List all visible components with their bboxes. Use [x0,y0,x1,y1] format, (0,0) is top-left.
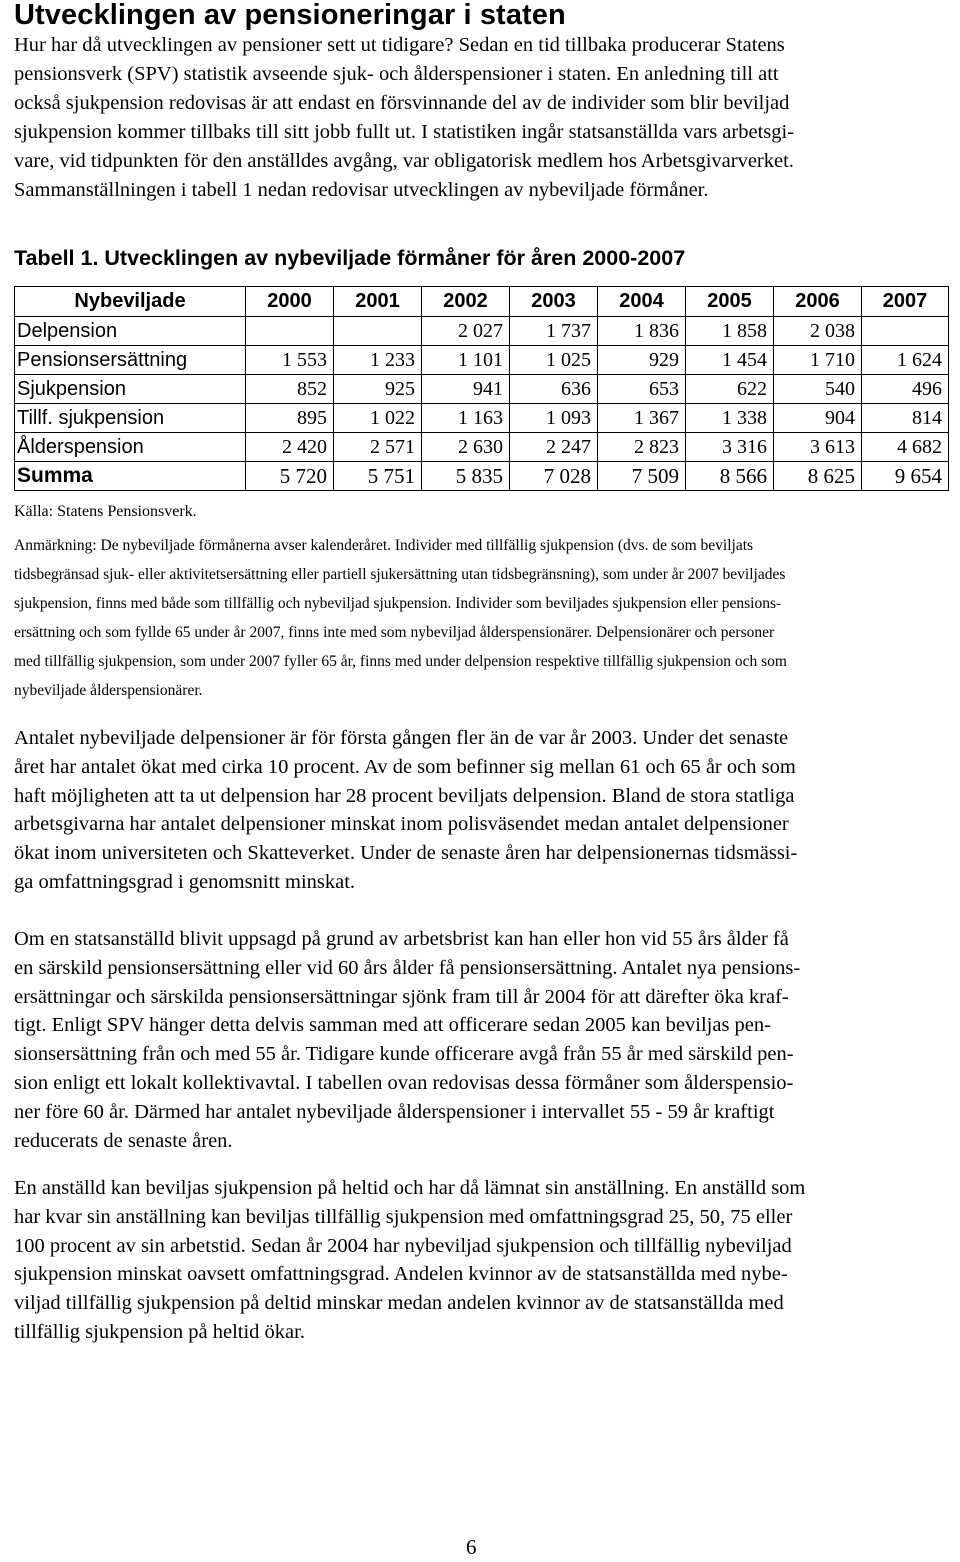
table-cell [334,317,422,346]
paragraph-delpension [14,724,797,897]
table-cell: 1 338 [686,404,774,433]
table-cell: 5 835 [422,462,510,491]
paragraph-line: ökat inom universiteten och Skatteverket. Under de senaste åren har delpensionernas tidsmässi- [14,842,798,865]
table-cell: 1 025 [510,346,598,375]
paragraph-line: sion enligt ett lokalt kollektivavtal. I tabellen ovan redovisas dessa förmåner som ålderspensio- [14,1071,794,1094]
table-cell: 1 367 [598,404,686,433]
table-cell: 1 233 [334,346,422,375]
table-cell: 540 [774,375,862,404]
row-label: Pensionsersättning [15,346,246,375]
header-cell: 2003 [510,287,598,317]
row-label: Summa [15,462,246,491]
page-number: 6 [466,1535,477,1559]
table-total-row [15,462,949,491]
table-header-row [15,287,949,317]
paragraph-line: haft möjligheten att ta ut delpension har 28 procent beviljats delpension. Bland de stora statliga [14,784,795,807]
table-cell: 1 101 [422,346,510,375]
table-cell: 1 710 [774,346,862,375]
table-cell: 941 [422,375,510,404]
table-row [15,346,949,375]
table-cell: 4 682 [862,433,949,462]
table-cell: 653 [598,375,686,404]
header-cell: Nybeviljade [15,287,246,317]
note-line: nybeviljade ålderspensionärer. [14,682,203,699]
table-cell: 622 [686,375,774,404]
paragraph-line: 100 procent av sin arbetstid. Sedan år 2004 har nybeviljad sjukpension och tillfällig nybeviljad [14,1234,792,1257]
row-label: Delpension [15,317,246,346]
table-cell: 7 028 [510,462,598,491]
table-cell: 852 [246,375,334,404]
header-cell: 2002 [422,287,510,317]
table-cell: 904 [774,404,862,433]
intro-line: Hur har då utvecklingen av pensioner sett ut tidigare? Sedan en tid tillbaka producerar Statens [14,34,785,56]
table-row [15,433,949,462]
table-cell: 2 038 [774,317,862,346]
row-label: Tillf. sjukpension [15,404,246,433]
table-cell: 2 027 [422,317,510,346]
note-line: sjukpension, finns med både som tillfällig och nybeviljad sjukpension. Individer som beviljades sjukpension eller pensions- [14,595,782,612]
table-cell: 5 751 [334,462,422,491]
table-cell: 2 823 [598,433,686,462]
table-cell [246,317,334,346]
header-cell: 2007 [862,287,949,317]
table-cell: 2 571 [334,433,422,462]
table-cell: 5 720 [246,462,334,491]
table-note [14,531,787,705]
row-label: Sjukpension [15,375,246,404]
paragraph-line: tigt. Enligt SPV hänger detta delvis samman med att officerare sedan 2005 kan beviljas pen- [14,1014,771,1037]
paragraph-line: arbetsgivarna har antalet delpensioner minskat inom polisväsendet medan antalet delpensioner [14,813,789,836]
table-cell: 9 654 [862,462,949,491]
table-cell: 1 858 [686,317,774,346]
document-page [14,0,950,1343]
note-line: tidsbegränsad sjuk- eller aktivitetsersättning eller partiell sjukersättning utan tidsbegränsning), som under år 2007 beviljades [14,566,786,583]
paragraph-line: året har antalet ökat med cirka 10 procent. Av de som befinner sig mellan 61 och 65 år och som [14,755,796,778]
table-cell: 3 316 [686,433,774,462]
table-cell: 814 [862,404,949,433]
header-cell: 2004 [598,287,686,317]
table-cell: 1 836 [598,317,686,346]
paragraph-line: reducerats de senaste åren. [14,1129,233,1152]
table-cell: 8 566 [686,462,774,491]
intro-line: också sjukpension redovisas är att endast en försvinnande del av de individer som blir beviljad [14,92,790,114]
table-cell [862,317,949,346]
table-row [15,404,949,433]
intro-line: sjukpension kommer tillbaks till sitt jobb fullt ut. I statistiken ingår statsanställda vars arbetsgi- [14,121,795,143]
paragraph-sjukpension [14,1174,805,1347]
table-cell: 895 [246,404,334,433]
table-cell: 1 553 [246,346,334,375]
intro-line: Sammanställningen i tabell 1 nedan redovisar utvecklingen av nybeviljade förmåner. [14,179,709,201]
paragraph-line: ga omfattningsgrad i genomsnitt minskat. [14,870,356,893]
table-cell: 8 625 [774,462,862,491]
intro-line: vare, vid tidpunkten för den anställdes avgång, var obligatorisk medlem hos Arbetsgivarverket. [14,150,794,172]
paragraph-line: tillfällig sjukpension på heltid ökar. [14,1320,305,1343]
table-cell: 929 [598,346,686,375]
header-cell: 2001 [334,287,422,317]
note-line: ersättning och som fyllde 65 under år 2007, finns inte med som nybeviljad ålderspensionärer. Delpensionärer och personer [14,624,775,641]
page-title: Utvecklingen av pensioneringar i staten [14,0,566,31]
note-line: Anmärkning: De nybeviljade förmånerna avser kalenderåret. Individer med tillfällig sjukpension (dvs. de som beviljats [14,537,754,554]
paragraph-line: Antalet nybeviljade delpensioner är för första gången fler än de var år 2003. Under det senaste [14,727,789,749]
paragraph-pensionsersattning [14,925,800,1155]
table-cell: 3 613 [774,433,862,462]
table-cell: 1 093 [510,404,598,433]
paragraph-line: en särskild pensionsersättning eller vid 60 års ålder få pensionsersättning. Antalet nya pensions- [14,956,801,979]
table-cell: 496 [862,375,949,404]
table-cell: 7 509 [598,462,686,491]
header-cell: 2006 [774,287,862,317]
paragraph-line: har kvar sin anställning kan beviljas tillfällig sjukpension med omfattningsgrad 25, 50, 75 eller [14,1205,793,1228]
table-source: Källa: Statens Pensionsverk. [14,503,197,520]
table-row [15,375,949,404]
note-line: med tillfällig sjukpension, som under 2007 fyller 65 år, finns med under delpension respektive tillfällig sjukpension och som [14,653,787,670]
table-cell: 1 163 [422,404,510,433]
paragraph-line: En anställd kan beviljas sjukpension på heltid och har då lämnat sin anställning. En anställd som [14,1177,806,1199]
table-cell: 1 454 [686,346,774,375]
paragraph-line: ersättningar och särskilda pensionsersättningar sjönk fram till år 2004 för att därefter öka kraf- [14,985,789,1008]
table-cell: 1 624 [862,346,949,375]
header-cell: 2005 [686,287,774,317]
paragraph-line: sjukpension minskat oavsett omfattningsgrad. Andelen kvinnor av de statsanställda med nybe- [14,1263,788,1286]
paragraph-line: ner före 60 år. Därmed har antalet nybeviljade ålderspensioner i intervallet 55 - 59 år kraftigt [14,1100,775,1123]
table-cell: 2 630 [422,433,510,462]
paragraph-line: viljad tillfällig sjukpension på deltid minskar medan andelen kvinnor av de statsanställda med [14,1292,784,1315]
table-cell: 1 737 [510,317,598,346]
benefits-table [14,286,949,491]
row-label: Ålderspension [15,433,246,462]
intro-line: pensionsverk (SPV) statistik avseende sjuk- och ålderspensioner i staten. En anledning till att [14,63,779,85]
header-cell: 2000 [246,287,334,317]
table-caption: Tabell 1. Utvecklingen av nybeviljade förmåner för åren 2000-2007 [14,246,686,270]
table-row [15,317,949,346]
table-cell: 2 247 [510,433,598,462]
table-cell: 1 022 [334,404,422,433]
paragraph-line: sionsersättning från och med 55 år. Tidigare kunde officerare avgå från 55 år med särskild pen- [14,1043,794,1066]
intro-paragraph [14,31,794,205]
table-cell: 2 420 [246,433,334,462]
table-cell: 925 [334,375,422,404]
paragraph-line: Om en statsanställd blivit uppsagd på grund av arbetsbrist kan han eller hon vid 55 års ålder få [14,928,789,950]
table-cell: 636 [510,375,598,404]
